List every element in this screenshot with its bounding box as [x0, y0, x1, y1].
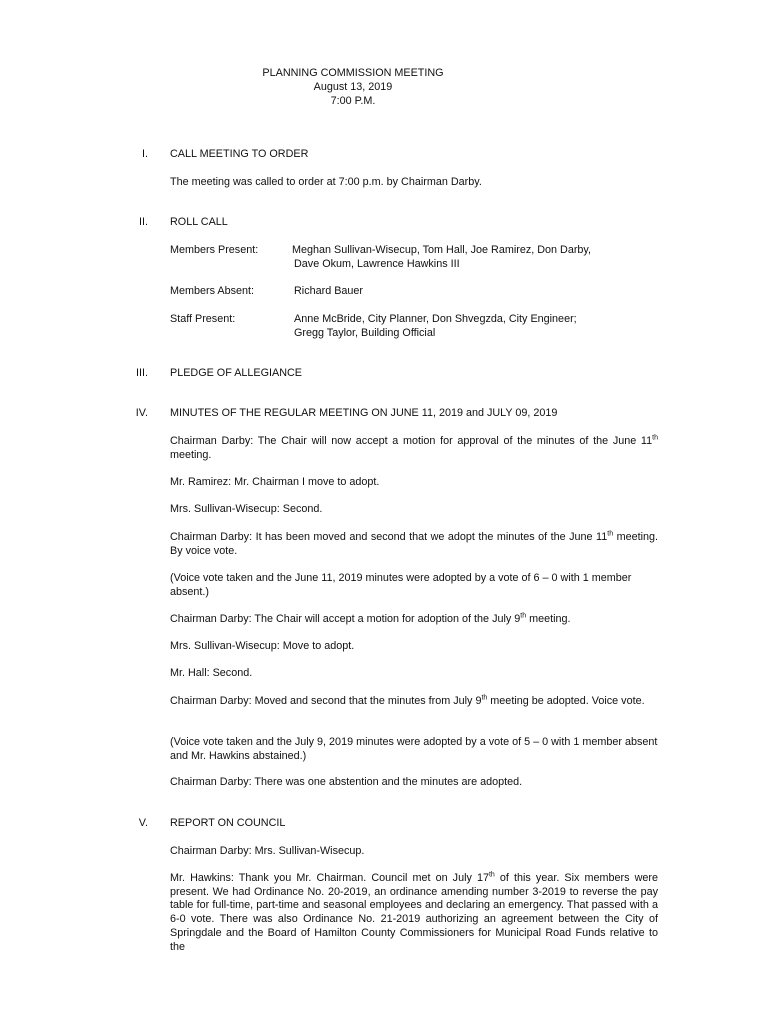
section-number: I.: [142, 148, 148, 160]
staff-present-value: Anne McBride, City Planner, Don Shvegzda, City Engineer;: [294, 313, 577, 325]
section-heading: PLEDGE OF ALLEGIANCE: [170, 367, 303, 379]
section-heading: ROLL CALL: [170, 216, 228, 228]
paragraph: Chairman Darby: Mrs. Sullivan-Wisecup.: [170, 845, 365, 857]
section-heading: CALL MEETING TO ORDER: [170, 148, 309, 160]
section-number: III.: [136, 367, 148, 379]
paragraph: Chairman Darby: The Chair will now accept a motion for approval of the minutes of the June 11th meeting.: [170, 434, 658, 461]
paragraph: Mrs. Sullivan-Wisecup: Move to adopt.: [170, 640, 355, 652]
members-present-value: Meghan Sullivan-Wisecup, Tom Hall, Joe Ramirez, Don Darby,: [292, 244, 592, 256]
paragraph: Chairman Darby: The Chair will accept a motion for adoption of the July 9th meeting.: [170, 612, 571, 625]
members-present-label: Members Present:: [170, 244, 259, 256]
paragraph: Mr. Hawkins: Thank you Mr. Chairman. Council met on July 17th of this year. Six members were present. We had Ordinance No. 20-2019, an ordinance amending number 3-2019 to reverse the pay table for full-time, part-time and seasonal employees and declaring an emergency. That passed with a 6-0 vote. There was also Ordinance No. 21-2019 authorizing an agreement between the City of Springdale and the Board of Hamilton County Commissioners for Municipal Road Funds relative to the: [170, 871, 658, 953]
paragraph: (Voice vote taken and the July 9, 2019 minutes were adopted by a vote of 5 – 0 with 1 member absent and Mr. Hawkins abstained.): [170, 736, 658, 762]
paragraph: Chairman Darby: There was one abstention and the minutes are adopted.: [170, 776, 523, 788]
section-number: IV.: [135, 407, 148, 419]
meeting-date: August 13, 2019: [313, 81, 393, 93]
section-number: II.: [139, 216, 148, 228]
paragraph: Chairman Darby: Moved and second that the minutes from July 9th meeting be adopted. Voice vote.: [170, 694, 645, 707]
section-heading: MINUTES OF THE REGULAR MEETING ON JUNE 11, 2019 and JULY 09, 2019: [170, 407, 558, 419]
section-heading: REPORT ON COUNCIL: [170, 817, 286, 829]
paragraph: Mrs. Sullivan-Wisecup: Second.: [170, 503, 323, 515]
members-absent-value: Richard Bauer: [294, 285, 364, 297]
section-number: V.: [138, 817, 148, 829]
paragraph: The meeting was called to order at 7:00 p.m. by Chairman Darby.: [170, 176, 482, 188]
paragraph: (Voice vote taken and the June 11, 2019 minutes were adopted by a vote of 6 – 0 with 1 member absent.): [170, 572, 632, 598]
paragraph: Mr. Hall: Second.: [170, 667, 253, 679]
meeting-time: 7:00 P.M.: [330, 95, 376, 107]
members-absent-label: Members Absent:: [170, 285, 255, 297]
paragraph: Mr. Ramirez: Mr. Chairman I move to adopt.: [170, 476, 380, 488]
paragraph: Chairman Darby: It has been moved and second that we adopt the minutes of the June 11th meeting. By voice vote.: [170, 530, 658, 557]
members-present-value: Dave Okum, Lawrence Hawkins III: [294, 258, 460, 270]
staff-present-label: Staff Present:: [170, 313, 236, 325]
document-title: PLANNING COMMISSION MEETING: [262, 67, 444, 79]
staff-present-value: Gregg Taylor, Building Official: [294, 327, 436, 339]
